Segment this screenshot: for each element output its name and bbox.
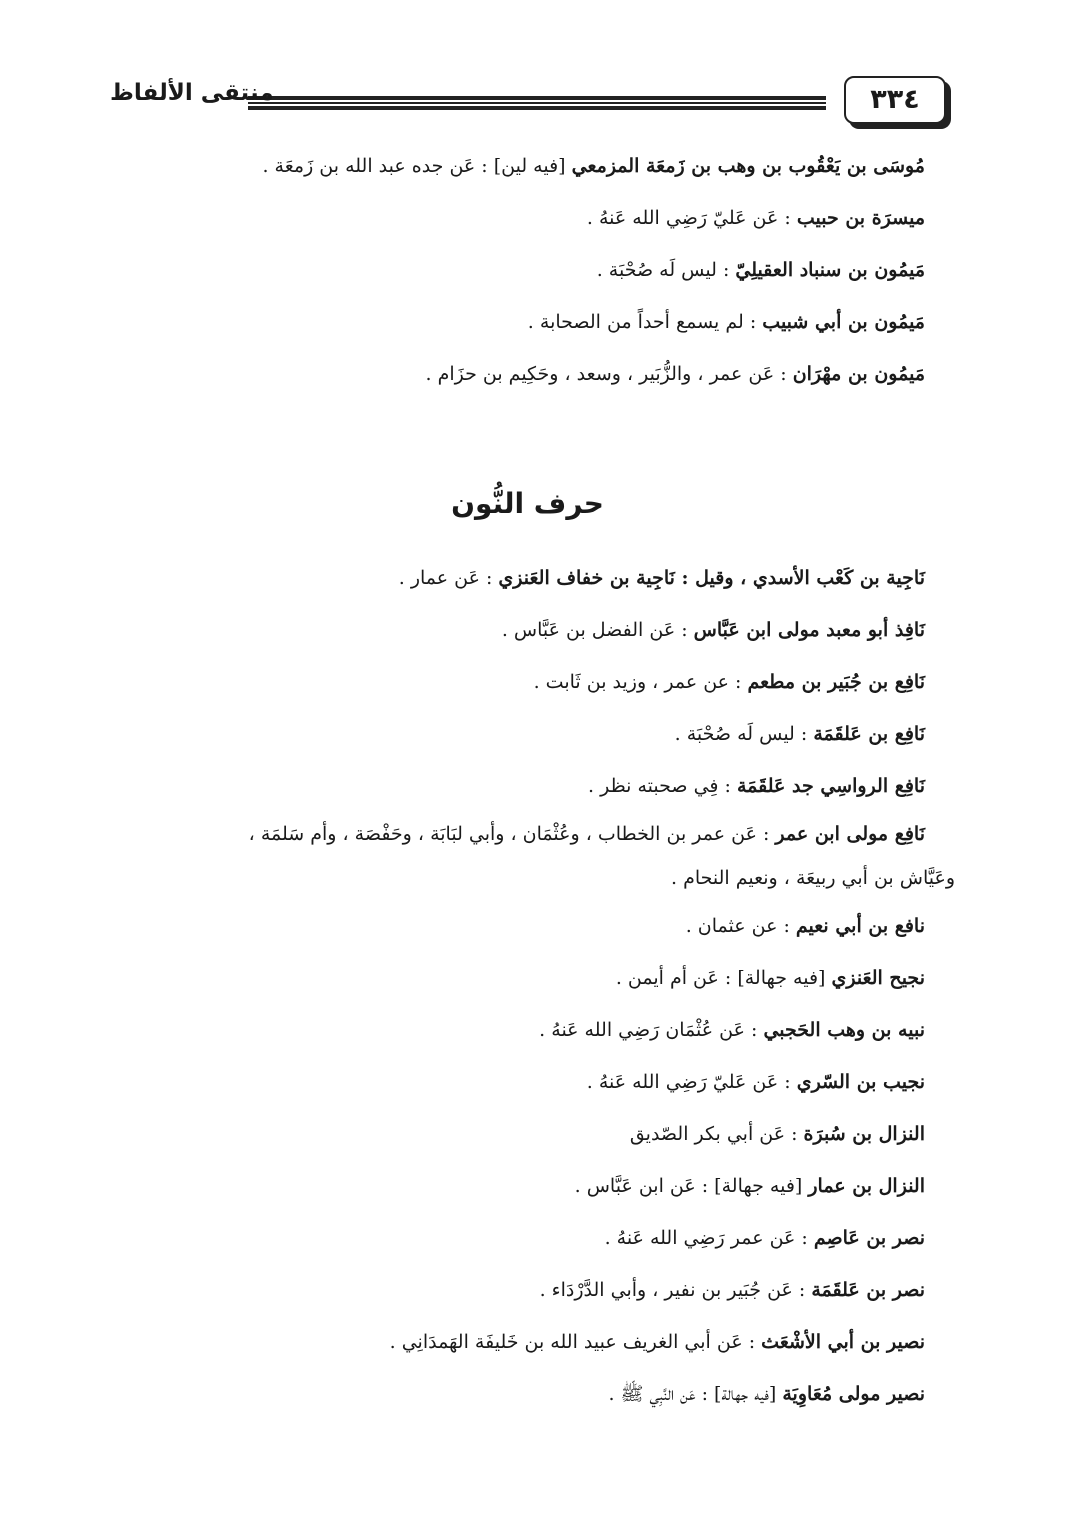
page-content [110,140,955,1420]
entry [110,952,925,1004]
page-number: ٣٣٤ [844,76,946,124]
entry [110,656,925,708]
entry-name: مَيمُون بن مهْرَان [792,363,925,385]
entry-name: نَافِع الرواسِي جد عَلقَمَة [736,775,925,797]
entry [110,1004,925,1056]
entry-name: ميسرَة بن حبيب [796,207,925,229]
entry-text: [فيه جهالة] : عَن ابن عَبَّاس . [574,1175,809,1197]
entry-text: : عَن أبي بكر الصّديق [629,1123,804,1145]
entry [110,760,925,812]
section-title: حرف النُّون [451,487,604,520]
entry-text: : ليس لَه صُحْبَة . [674,723,814,745]
entries-top [110,140,925,400]
entry-name: مَيمُون بن أبي شبيب [762,311,925,333]
entries-bottom [110,552,955,1420]
entry-text: [فيه جهالة] : عَن أم أيمن . [615,967,832,989]
entry-name: مَيمُون بن سنباد العقيلِيّ [735,259,925,281]
entry-text: : عَن أبي الغريف عبيد الله بن خَليفَة الهَمدَانِي . [389,1331,762,1353]
entry-text: : عَن عمر رَضِي الله عَنهُ . [604,1227,814,1249]
entry [110,1056,925,1108]
entry [110,1316,925,1368]
entry [110,1108,925,1160]
entry-text: : لم يسمع أحداً من الصحابة . [527,311,763,333]
header-rules [248,96,826,110]
entry-name: نبيه بن وهب الحَجبي [763,1019,925,1041]
entry [110,1160,925,1212]
entry-continuation: وعَيَّاش بن أبي ربيعَة ، ونعيم النحام . [670,867,955,889]
entry-name: نصير مولى مُعَاوِيَة [782,1383,925,1405]
entry-text: [فيه جهالة] : عَن النَّبِي ﷺ . [608,1383,783,1405]
entry-text: : عَن عَليّ رَضِي الله عَنهُ . [586,1071,797,1093]
entry-text: : عن عثمان . [685,915,796,937]
entry-text: : عَن عمر ، والزُّبَير ، وسعد ، وحَكِيم بن حزَام . [425,363,793,385]
entry-name: النزال بن سُبرَة [803,1123,925,1145]
entry-text: : عَن عمار . [398,567,499,589]
entry [110,296,925,348]
entry-text: : عَن عمر بن الخطاب ، وعُثْمَان ، وأبي لبَابَة ، وحَفْصَة ، وأم سَلمَة ، [248,823,776,845]
entry-name: مُوسَى بن يَعْقُوب بن وهب بن زَمعَة المزمعي [571,155,925,177]
entry-name: نَافِع مولى ابن عمر [775,823,925,845]
entry [110,900,925,952]
entry [110,244,925,296]
entry-name: نصير بن أبي الأشْعَث [761,1331,925,1353]
entry-name: نصر بن عَلقَمَة [811,1279,925,1301]
entry [110,1264,925,1316]
entry [110,140,925,192]
entry-name: نجيح العَنزي [831,967,925,989]
entry-line [78,812,925,856]
entry-text: [فيه لين] : عَن جده عبد الله بن زَمعَة . [262,155,572,177]
entry [110,1368,925,1420]
entry [110,708,925,760]
entry-text: : عَن عَليّ رَضِي الله عَنهُ . [586,207,797,229]
entry-name: نافع بن أبي نعيم [795,915,925,937]
entry [110,604,925,656]
entry-name: نَاجِية بن كَعْب الأسدي ، وقيل : نَاجِية بن خفاف العَنزي [498,567,925,589]
entry [110,552,925,604]
entry [110,348,925,400]
entry-name: نصر بن عَاصِم [813,1227,925,1249]
rule-line [248,102,826,104]
entry-name: نَافِع بن جُبَير بن مطعم [747,671,925,693]
entry-text: : عَن عُثْمَان رَضِي الله عَنهُ . [539,1019,764,1041]
entry-text: : عَن الفضل بن عَبَّاس . [501,619,694,641]
entry-text: : فِي صحبته نظر . [588,775,737,797]
entry-name: نجيب بن السّري [796,1071,925,1093]
entry [110,1212,925,1264]
page-header [110,72,952,132]
entry-name: نَافِع بن عَلقَمَة [813,723,925,745]
entry-text: : ليس لَه صُحْبَة . [596,259,736,281]
rule-line [248,96,826,100]
entry-name: نَافِذ أبو معبد مولى ابن عَبَّاس [693,619,925,641]
book-title: منتقى الألفاظ [110,80,274,106]
entry-text: : عن عمر ، وزيد بن ثَابت . [533,671,748,693]
entry-text: : عَن جُبَير بن نفير ، وأبي الدَّرْدَاء . [539,1279,812,1301]
entry [110,192,925,244]
entry-name: النزال بن عمار [808,1175,925,1197]
entry [78,812,955,900]
rule-line [248,106,826,110]
